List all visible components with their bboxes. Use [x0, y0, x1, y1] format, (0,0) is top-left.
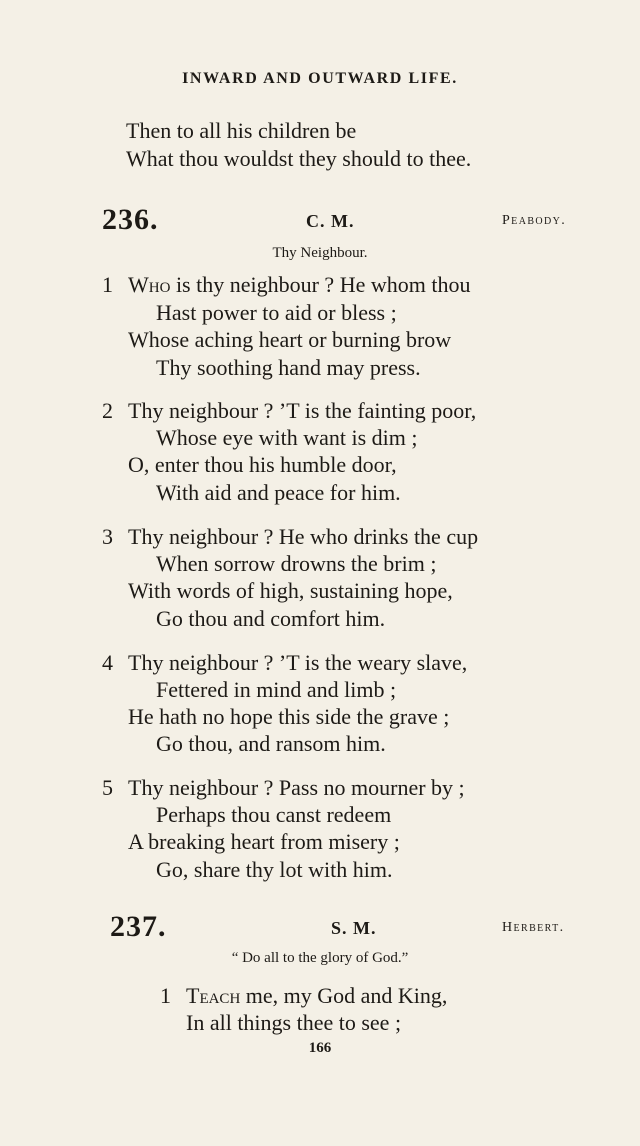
- hymn-number: 236.: [102, 203, 159, 236]
- stanza-line: [186, 983, 447, 1009]
- stanza-number: 1: [160, 983, 171, 1008]
- stanza-line: Thy neighbour ? He who drinks the cup: [128, 524, 479, 549]
- stanza-line: Hast power to aid or bless ;: [156, 300, 397, 325]
- tune-name: Herbert.: [502, 920, 565, 935]
- stanza-line: In all things thee to see ;: [186, 1010, 402, 1035]
- stanza-line: Fettered in mind and limb ;: [156, 677, 397, 702]
- hymn-meter: C. M.: [306, 211, 355, 231]
- tune-name: Peabody.: [502, 213, 567, 228]
- stanza-line: Go thou, and ransom him.: [156, 731, 386, 756]
- line-text: me, my God and King,: [240, 983, 448, 1008]
- line-text: is thy neighbour ? He whom thou: [170, 272, 471, 297]
- stanza-line: [128, 272, 470, 298]
- stanza-number: 2: [102, 398, 113, 423]
- stanza-number: 1: [102, 272, 113, 297]
- page-number: 166: [308, 1040, 332, 1056]
- hymn-number: 237.: [110, 910, 167, 943]
- carryover-line-2: What thou wouldst they should to thee.: [126, 146, 472, 171]
- stanza-line: When sorrow drowns the brim ;: [156, 551, 437, 576]
- hymn-237-header: [0, 910, 640, 944]
- hymn-236-header: [0, 203, 640, 237]
- stanza-line: Go thou and comfort him.: [156, 606, 386, 631]
- running-title: INWARD AND OUTWARD LIFE.: [182, 70, 458, 87]
- stanza-line: Whose eye with want is dim ;: [156, 425, 418, 450]
- hymn-subtitle: Thy Neighbour.: [272, 245, 368, 261]
- carryover-line-1: Then to all his children be: [126, 118, 357, 143]
- hymn-meter: S. M.: [331, 918, 377, 938]
- stanza-line: With words of high, sustaining hope,: [128, 578, 453, 603]
- initial-word: Teach: [186, 983, 241, 1008]
- stanza-line: O, enter thou his humble door,: [128, 452, 397, 477]
- stanza-line: Thy neighbour ? ’T is the weary slave,: [128, 650, 468, 675]
- stanza-number: 4: [102, 650, 113, 675]
- initial-word: Who: [128, 272, 171, 297]
- hymn-subtitle: “ Do all to the glory of God.”: [231, 950, 409, 966]
- stanza-line: Thy neighbour ? ’T is the fainting poor,: [128, 398, 477, 423]
- stanza-line: Thy soothing hand may press.: [156, 355, 421, 380]
- stanza-line: Thy neighbour ? Pass no mourner by ;: [128, 775, 465, 800]
- stanza-line: Whose aching heart or burning brow: [128, 327, 452, 352]
- stanza-number: 5: [102, 775, 113, 800]
- stanza-line: He hath no hope this side the grave ;: [128, 704, 450, 729]
- stanza-number: 3: [102, 524, 113, 549]
- stanza-line: Go, share thy lot with him.: [156, 857, 393, 882]
- stanza-line: Perhaps thou canst redeem: [156, 802, 392, 827]
- stanza-line: With aid and peace for him.: [156, 480, 401, 505]
- stanza-line: A breaking heart from misery ;: [128, 829, 400, 854]
